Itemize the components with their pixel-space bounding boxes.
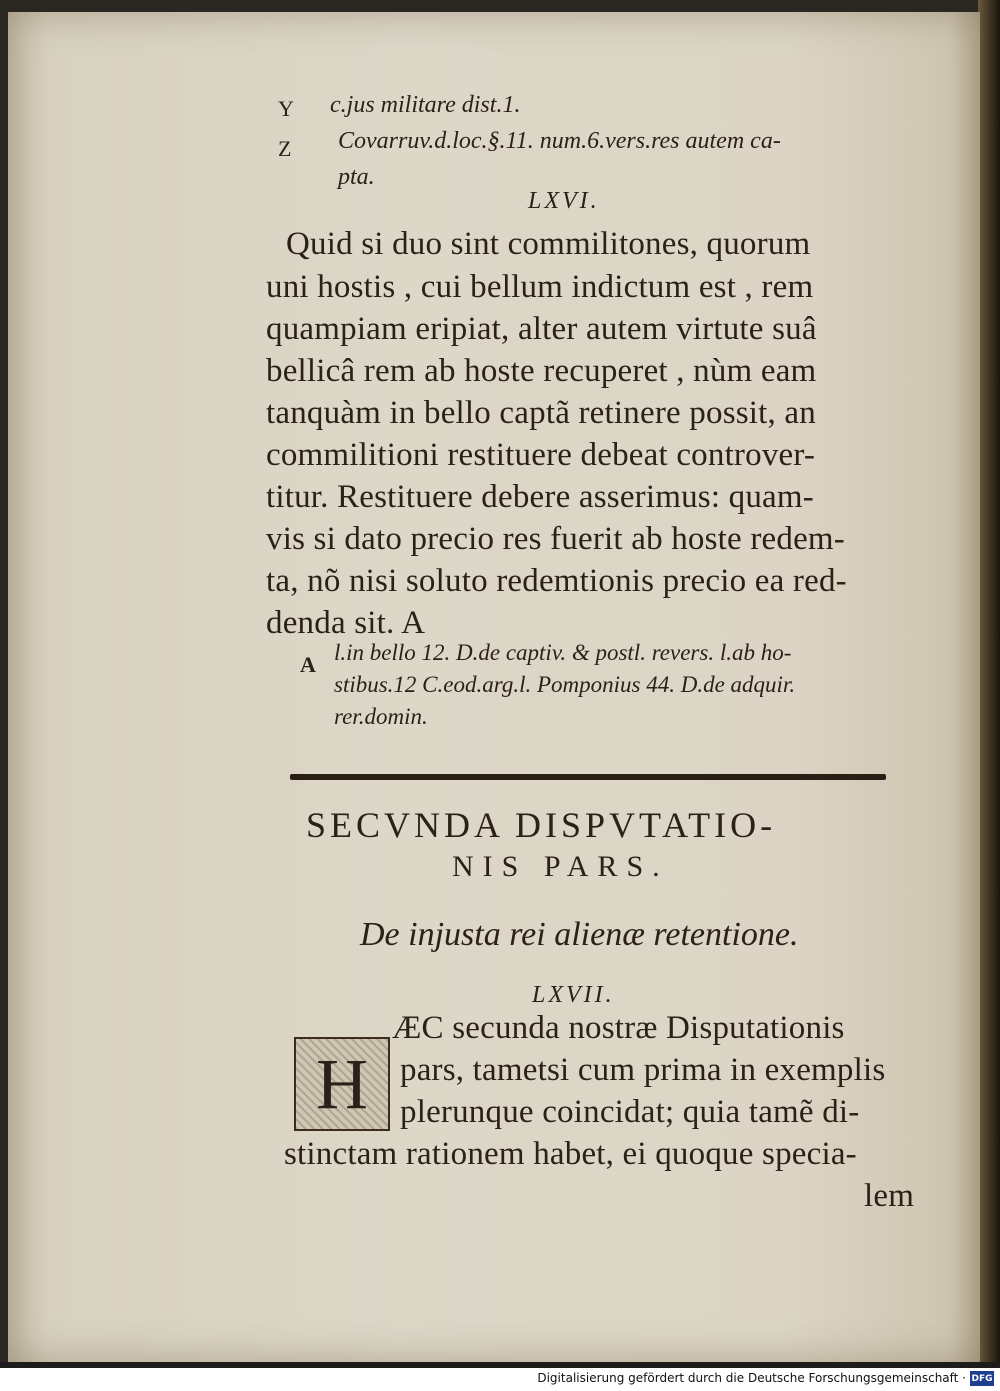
section-title: De injusta rei alienæ retentione.: [360, 916, 799, 953]
part-heading-line-1: SECVNDA DISPVTATIO-: [306, 805, 777, 845]
section-numeral-lxvii: LXVII.: [532, 982, 615, 1008]
footnote-y-text: c.jus militare dist.1.: [330, 92, 521, 118]
paragraph-1-line: bellicâ rem ab hoste recuperet , nùm eam: [266, 353, 817, 389]
paragraph-2-line: plerunque coincidat; quia tamẽ di-: [400, 1094, 860, 1130]
section-numeral-lxvi: LXVI.: [528, 188, 600, 214]
paragraph-1-line: denda sit. A: [266, 605, 426, 641]
footnote-a-line: stibus.12 C.eod.arg.l. Pomponius 44. D.de adquir.: [334, 672, 796, 697]
footnote-z-continuation: pta.: [338, 164, 375, 190]
footnote-marker-z: Z: [278, 136, 292, 161]
book-page: [8, 12, 980, 1362]
dfg-logo-icon: DFG: [970, 1371, 994, 1386]
paragraph-2-line: ÆC secunda nostræ Disputationis: [392, 1010, 845, 1046]
footnote-marker-y: Y: [278, 96, 294, 121]
decorated-initial-letter: H: [294, 1037, 390, 1131]
paragraph-2-line: pars, tametsi cum prima in exemplis: [400, 1052, 886, 1088]
paragraph-1-line: commilitioni restituere debeat controver-: [266, 437, 816, 473]
paragraph-2-line: stinctam rationem habet, ei quoque specia-: [284, 1136, 857, 1172]
paragraph-1-line: vis si dato precio res fuerit ab hoste redem-: [266, 521, 845, 557]
footnote-a-line: l.in bello 12. D.de captiv. & postl. revers. l.ab ho-: [334, 640, 792, 665]
paragraph-2-catchword: lem: [864, 1178, 915, 1214]
paragraph-1-line: quampiam eripiat, alter autem virtute suâ: [266, 311, 817, 347]
paragraph-1-line: titur. Restituere debere asserimus: quam-: [266, 479, 814, 515]
section-divider-rule: [290, 774, 886, 780]
footnote-a-line: rer.domin.: [334, 704, 428, 729]
paragraph-1-line: Quid si duo sint commilitones, quorum: [286, 226, 811, 262]
digitization-footer: [0, 1368, 1000, 1391]
footer-credit-text: Digitalisierung gefördert durch die Deutsche Forschungsgemeinschaft ·: [537, 1371, 966, 1385]
footnote-z-text: Covarruv.d.loc.§.11. num.6.vers.res autem ca-: [338, 128, 781, 154]
paragraph-1-line: ta, nõ nisi soluto redemtionis precio ea red-: [266, 563, 847, 599]
paragraph-1-line: uni hostis , cui bellum indictum est , rem: [266, 269, 814, 305]
book-spine-edge: [978, 0, 1000, 1362]
part-heading-line-2: NIS PARS.: [452, 850, 669, 883]
footnote-marker-a: A: [300, 652, 316, 677]
paragraph-1-line: tanquàm in bello captã retinere possit, an: [266, 395, 816, 431]
